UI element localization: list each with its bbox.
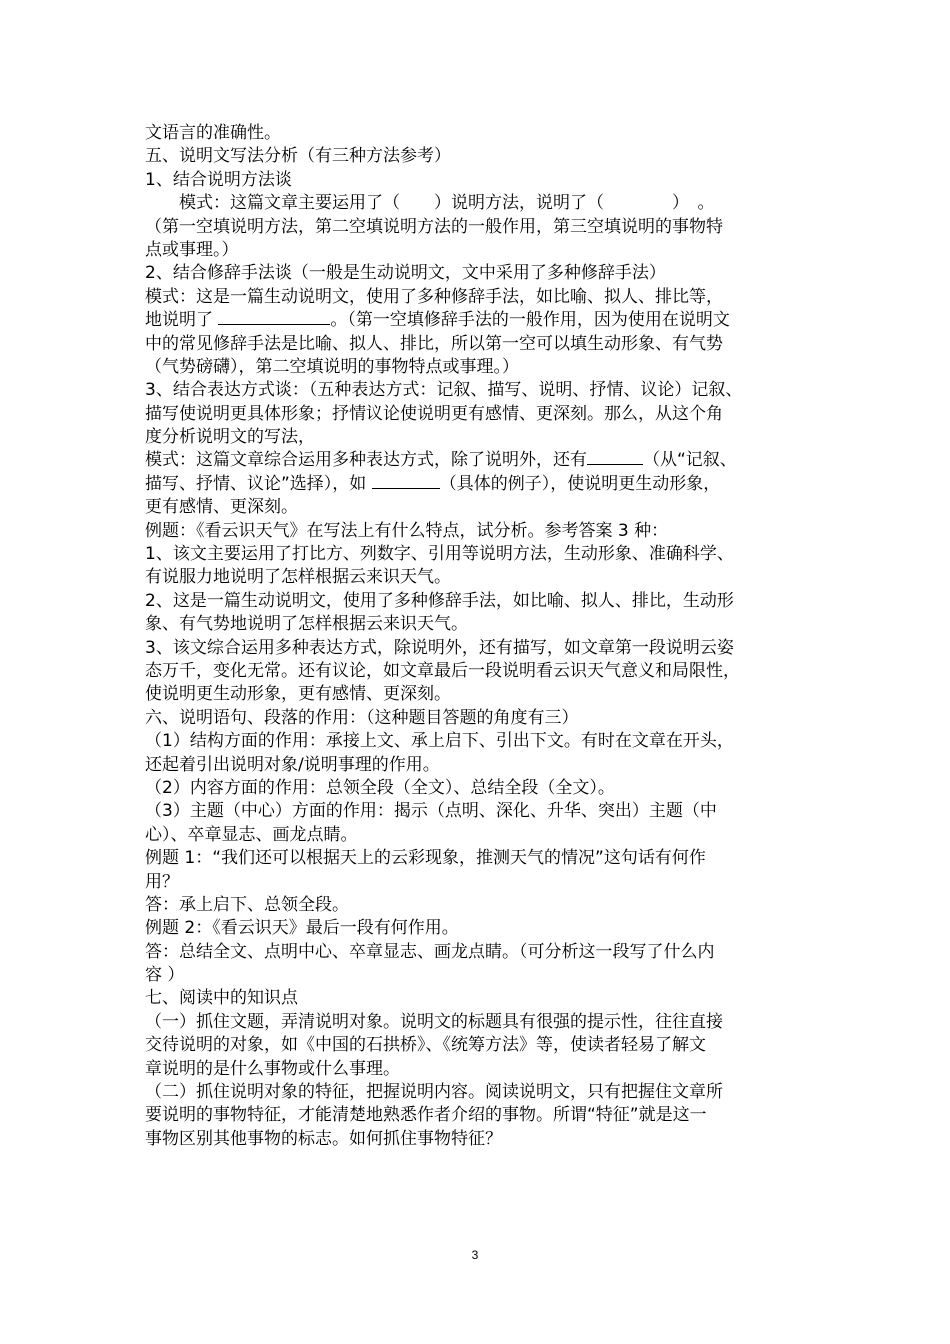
text-line: 模式：这篇文章主要运用了（ ）说明方法，说明了（ ） 。	[179, 193, 715, 214]
list-item: （1）结构方面的作用：承接上文、承上启下、引出下文。有时在文章在开头，	[145, 731, 734, 752]
text-line: 更有感情、更深刻。	[145, 497, 298, 518]
text-line: 度分析说明文的写法，	[145, 427, 315, 448]
text-line: （二）抓住说明对象的特征，把握说明内容。阅读说明文，只有把握住文章所	[145, 1082, 723, 1103]
list-item: 心）、卒章显志、画龙点睛。	[145, 824, 358, 845]
text-fragment: 。（第一空填修辞手法的一般作用，因为使用在说明文	[330, 310, 730, 331]
answer-line: 态万千，变化无常。还有议论，如文章最后一段说明看云识天气意义和局限性，	[145, 660, 740, 681]
text-line	[145, 473, 825, 496]
section-heading: 七、阅读中的知识点	[145, 988, 298, 1009]
text-fragment: （从“记叙、	[643, 450, 737, 471]
text-fragment: （具体的例子），使说明更生动形象，	[439, 473, 721, 494]
text-line: 交待说明的对象，如《中国的石拱桥》、《统筹方法》等，使读者轻易了解文	[145, 1035, 706, 1056]
section-heading: 五、说明文写法分析（有三种方法参考）	[145, 146, 451, 167]
answer-line: 2、这是一篇生动说明文，使用了多种修辞手法，如比喻、拟人、排比，生动形	[145, 590, 734, 611]
answer-line: 答：总结全文、点明中心、卒章显志、画龙点睛。（可分析这一段写了什么内	[145, 941, 715, 962]
text-line: （第一空填说明方法，第二空填说明方法的一般作用，第三空填说明的事物特	[145, 216, 723, 237]
text-line: （气势磅礴），第二空填说明的事物特点或事理。）	[145, 356, 519, 377]
answer-line: 使说明更生动形象，更有感情、更深刻。	[145, 684, 451, 705]
text-line: 描写使说明更具体形象；抒情议论使说明更有感情、更深刻。那么，从这个角	[145, 403, 723, 424]
text-line: 要说明的事物特征，才能清楚地熟悉作者介绍的事物。所谓“特征”就是这一	[145, 1105, 707, 1126]
text-fragment: 描写、抒情、议论”选择），如	[145, 473, 372, 494]
text-line: 事物区别其他事物的标志。如何抓住事物特征？	[145, 1128, 502, 1149]
text-line: 文语言的准确性。	[145, 123, 281, 143]
example-line: 例题 1：“我们还可以根据天上的云彩现象，推测天气的情况”这句话有何作	[145, 848, 706, 869]
example-line: 例题 2：《看云识天》最后一段有何作用。	[145, 918, 459, 939]
text-line: 章说明的是什么事物或什么事理。	[145, 1058, 400, 1079]
fill-blank	[218, 309, 330, 325]
subsection-heading: 3、结合表达方式谈：（五种表达方式：记叙、描写、说明、抒情、议论）记叙、	[145, 380, 743, 401]
page-number: 3	[471, 1248, 479, 1262]
text-line	[145, 309, 825, 332]
answer-line: 答：承上启下、总领全段。	[145, 894, 349, 915]
list-item: 还起着引出说明对象/说明事理的作用。	[145, 754, 440, 775]
answer-line: 有说服力地说明了怎样根据云来识天气。	[145, 567, 451, 588]
text-line: 点或事理。）	[145, 239, 239, 260]
section-heading: 六、说明语句、段落的作用：（这种题目答题的角度有三）	[145, 707, 579, 728]
answer-line: 3、该文综合运用多种表达方式，除说明外，还有描写，如文章第一段说明云姿	[145, 637, 734, 658]
answer-line: 1、该文主要运用了打比方、列数字、引用等说明方法，生动形象、准确科学、	[145, 544, 734, 565]
answer-line: 象、有气势地说明了怎样根据云来识天气。	[145, 614, 468, 635]
text-line: 中的常见修辞手法是比喻、拟人、排比，所以第一空可以填生动形象、有气势	[145, 333, 723, 354]
text-line	[145, 449, 825, 472]
fill-blank	[372, 473, 440, 489]
list-item: （3）主题（中心）方面的作用：揭示（点明、深化、升华、突出）主题（中	[145, 801, 717, 822]
subsection-heading: 2、结合修辞手法谈（一般是生动说明文，文中采用了多种修辞手法）	[145, 263, 666, 284]
example-line: 用？	[145, 871, 179, 892]
text-fragment: 模式：这篇文章综合运用多种表达方式，除了说明外，还有	[145, 450, 587, 471]
list-item: （2）内容方面的作用：总领全段（全文）、总结全段（全文）。	[145, 777, 615, 798]
answer-line: 容 ）	[145, 965, 185, 986]
document-body	[145, 122, 825, 1151]
text-line: 模式：这是一篇生动说明文，使用了多种修辞手法，如比喻、拟人、排比等，	[145, 286, 723, 307]
fill-blank	[587, 449, 643, 465]
text-fragment: 地说明了	[145, 310, 219, 331]
example-line: 例题：《看云识天气》在写法上有什么特点，试分析。参考答案 3 种：	[145, 520, 669, 541]
text-line: （一）抓住文题，弄清说明对象。说明文的标题具有很强的提示性，往往直接	[145, 1011, 723, 1032]
subsection-heading: 1、结合说明方法谈	[145, 169, 292, 190]
